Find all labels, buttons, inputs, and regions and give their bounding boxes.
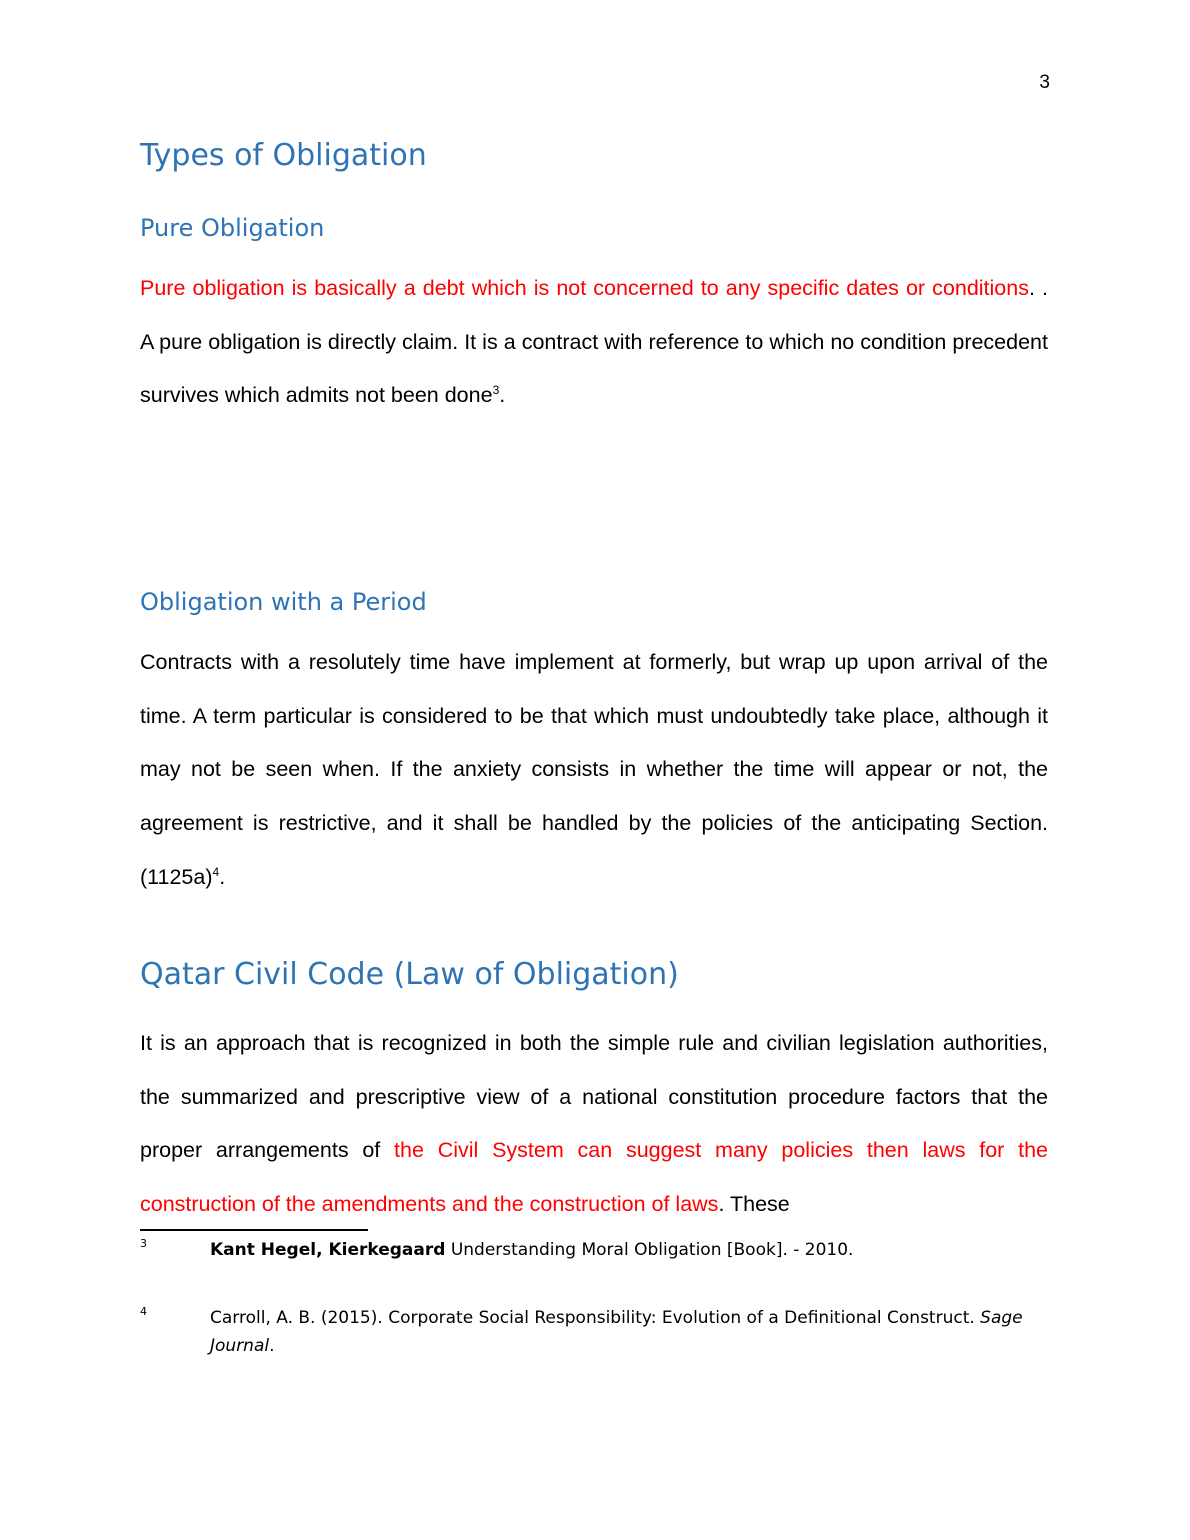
qatar-civil-code-text-end: . These (718, 1192, 790, 1217)
footnote-body (210, 1236, 1050, 1264)
obligation-with-period-heading: Obligation with a Period (140, 588, 427, 616)
qatar-civil-code-heading: Qatar Civil Code (Law of Obligation) (140, 957, 679, 992)
footnote-ref-4[interactable]: 4 (212, 864, 220, 879)
footnote-text: Carroll, A. B. (2015). Corporate Social Responsibility: Evolution of a Definitional Construct. (210, 1308, 981, 1328)
footnote-author: Kant Hegel, Kierkegaard (210, 1240, 446, 1260)
pure-obligation-highlight: Pure obligation is basically a debt which is not concerned to any specific dates or conditions (140, 276, 1029, 300)
pure-obligation-heading: Pure Obligation (140, 214, 325, 242)
footnote-end: . (269, 1336, 275, 1356)
qatar-civil-code-text: It is an approach that is recognized in both the simple rule and civilian legislation authorities, the summarized and prescriptive view of a national constitution procedure factors that the proper arrangements of (140, 1031, 1048, 1163)
footnote-3 (140, 1236, 1050, 1264)
obligation-with-period-end: . (219, 864, 226, 889)
obligation-with-period-paragraph (140, 636, 1048, 905)
footnote-body (210, 1304, 1050, 1360)
footnote-journal: Sage Journal (210, 1308, 1023, 1356)
qatar-civil-code-paragraph (140, 1017, 1048, 1232)
footnote-4 (140, 1304, 1050, 1360)
pure-obligation-text: . . A pure obligation is directly claim. It is a contract with reference to which no condition precedent survives which admits not been done (140, 276, 1048, 408)
footnote-text: Understanding Moral Obligation [Book]. - 2010. (445, 1240, 854, 1260)
qatar-civil-code-highlight: the Civil System can suggest many policies then laws for the construction of the amendments and the construction of laws (140, 1138, 1048, 1217)
footnote-separator (140, 1229, 368, 1231)
page-number: 3 (1039, 72, 1050, 93)
footnote-mark: 4 (140, 1305, 147, 1318)
types-of-obligation-heading: Types of Obligation (140, 138, 427, 173)
pure-obligation-paragraph (140, 262, 1048, 423)
obligation-with-period-text: Contracts with a resolutely time have implement at formerly, but wrap up upon arrival of the time. A term particular is considered to be that which must undoubtedly take place, although it may not be seen when. If the anxiety consists in whether the time will appear or not, the agreement is restrictive, and it shall be handled by the policies of the anticipating Section. (1125a) (140, 650, 1048, 889)
footnote-mark: 3 (140, 1237, 147, 1250)
footnote-ref-3[interactable]: 3 (492, 383, 500, 398)
pure-obligation-end: . (499, 383, 506, 408)
